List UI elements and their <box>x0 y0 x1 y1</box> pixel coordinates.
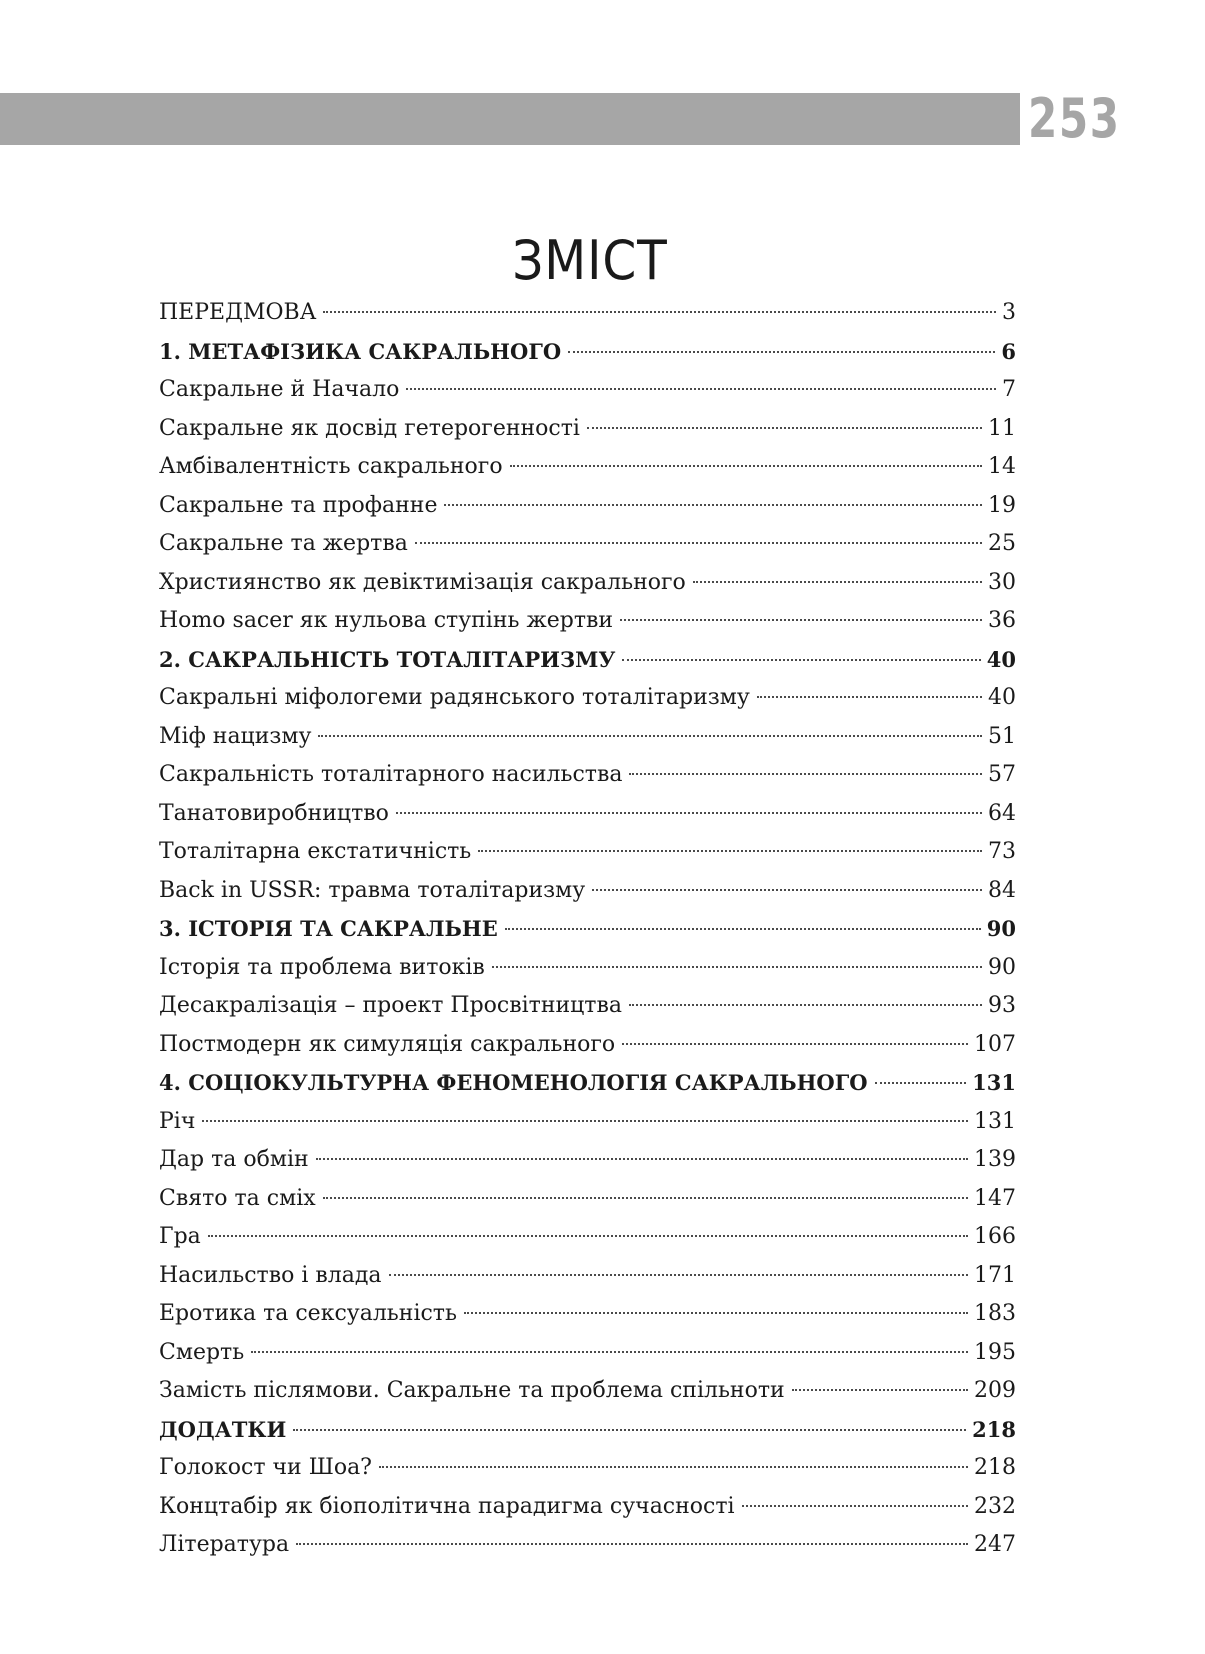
toc-entry-page: 166 <box>974 1224 1016 1249</box>
toc-entry <box>159 756 1016 795</box>
page-title: ЗМІСТ <box>512 229 668 293</box>
toc-entry-page: 218 <box>972 1416 1016 1442</box>
toc-entry-label: Свято та сміх <box>159 1185 316 1211</box>
dot-leader <box>510 465 982 467</box>
toc-entry-label: Насильство і влада <box>159 1262 382 1288</box>
dot-leader <box>444 504 982 506</box>
toc-entry-label: 4. СОЦІОКУЛЬТУРНА ФЕНОМЕНОЛОГІЯ САКРАЛЬНОГО <box>159 1070 868 1095</box>
toc-entry-label: Дар та обмін <box>159 1147 309 1172</box>
toc-entry <box>159 602 1016 641</box>
toc-entry-page: 7 <box>1002 377 1016 402</box>
toc-entry-label: Історія та проблема витоків <box>159 954 485 980</box>
dot-leader <box>875 1082 967 1084</box>
toc-entry-page: 30 <box>988 569 1016 595</box>
header-bar <box>0 93 1020 145</box>
toc-section-heading <box>159 1064 1016 1103</box>
page-number: 253 <box>1028 87 1121 150</box>
toc-entry-label: Танатовиробництво <box>159 800 389 826</box>
toc-entry-page: 90 <box>986 916 1016 941</box>
toc-entry-label: Сакральне та профанне <box>159 492 438 518</box>
dot-leader <box>693 581 982 583</box>
dot-leader <box>492 966 982 968</box>
toc-entry-page: 19 <box>988 492 1016 518</box>
toc-entry-label: Сакральне й Начало <box>159 377 400 402</box>
toc-entry-page: 171 <box>974 1262 1016 1288</box>
toc-entry <box>159 1103 1016 1142</box>
toc-entry-label: 3. ІСТОРІЯ ТА САКРАЛЬНЕ <box>159 916 498 941</box>
toc-entry-page: 51 <box>988 723 1016 749</box>
toc-entry-label: Сакральні міфологеми радянського тоталітаризму <box>159 685 750 710</box>
toc-entry <box>159 1026 1016 1065</box>
dot-leader <box>505 928 981 930</box>
toc-entry <box>159 1488 1016 1527</box>
toc-entry <box>159 949 1016 988</box>
dot-leader <box>478 850 982 852</box>
dot-leader <box>415 542 982 544</box>
dot-leader <box>620 619 982 621</box>
dot-leader <box>323 311 996 313</box>
dot-leader <box>587 427 982 429</box>
dot-leader <box>323 1197 968 1199</box>
toc-entry-page: 218 <box>974 1455 1016 1480</box>
toc-entry-label: Міф нацизму <box>159 723 312 749</box>
toc-entry-label: Сакральне як досвід гетерогенності <box>159 415 580 441</box>
toc-entry-label: Back in USSR: травма тоталітаризму <box>159 877 586 903</box>
toc-entry-label: Замість післямови. Сакральне та проблема спільноти <box>159 1378 785 1403</box>
toc-entry <box>159 448 1016 487</box>
dot-leader <box>464 1312 968 1314</box>
toc-entry-page: 232 <box>974 1493 1016 1519</box>
toc-entry-page: 131 <box>974 1108 1016 1134</box>
dot-leader <box>406 388 996 390</box>
dot-leader <box>318 735 982 737</box>
toc-entry <box>159 872 1016 911</box>
toc-entry-page: 209 <box>974 1378 1016 1403</box>
toc-entry-label: Смерть <box>159 1339 245 1365</box>
toc-entry-page: 90 <box>988 954 1016 980</box>
toc-entry-page: 57 <box>988 762 1016 787</box>
toc-entry-page: 84 <box>988 877 1016 903</box>
toc-entry-page: 93 <box>988 993 1016 1018</box>
toc-entry <box>159 1372 1016 1411</box>
toc-section-heading <box>159 333 1016 372</box>
dot-leader <box>757 696 982 698</box>
toc-entry-label: Еротика та сексуальність <box>159 1301 457 1326</box>
toc-entry <box>159 1526 1016 1565</box>
dot-leader <box>622 1043 968 1045</box>
toc-entry-page: 36 <box>988 608 1016 633</box>
toc-entry <box>159 1141 1016 1180</box>
toc-entry-label: 1. МЕТАФІЗИКА САКРАЛЬНОГО <box>159 338 562 364</box>
dot-leader <box>208 1235 968 1237</box>
dot-leader <box>396 812 982 814</box>
toc-entry-page: 40 <box>988 685 1016 710</box>
toc-entry-page: 11 <box>988 415 1016 441</box>
toc-entry <box>159 833 1016 872</box>
toc-entry-label: Концтабір як біополітична парадигма сучасності <box>159 1493 735 1519</box>
toc-entry-page: 195 <box>974 1339 1016 1365</box>
dot-leader <box>629 1004 982 1006</box>
toc-entry <box>159 410 1016 449</box>
dot-leader <box>622 659 980 661</box>
toc-entry <box>159 371 1016 410</box>
toc-entry-page: 14 <box>988 454 1016 479</box>
toc-entry-page: 147 <box>974 1185 1016 1211</box>
toc-entry-label: Голокост чи Шоа? <box>159 1455 372 1480</box>
toc-entry <box>159 679 1016 718</box>
toc-entry-label: 2. САКРАЛЬНІСТЬ ТОТАЛІТАРИЗМУ <box>159 646 616 672</box>
toc-entry <box>159 1257 1016 1296</box>
toc-entry-page: 247 <box>974 1532 1016 1557</box>
toc-section-heading <box>159 1411 1016 1450</box>
toc-entry-label: Десакралізація – проект Просвітництва <box>159 993 622 1018</box>
toc-entry <box>159 795 1016 834</box>
toc-entry-label: Сакральне та жертва <box>159 531 408 556</box>
dot-leader <box>742 1505 968 1507</box>
toc-entry-label: Сакральність тоталітарного насильства <box>159 762 623 787</box>
toc-entry-page: 40 <box>986 646 1016 672</box>
toc-entry <box>159 1334 1016 1373</box>
dot-leader <box>251 1351 968 1353</box>
dot-leader <box>629 773 982 775</box>
dot-leader <box>592 889 982 891</box>
toc-section-heading <box>159 910 1016 949</box>
toc-entry-label: Гра <box>159 1224 201 1249</box>
toc-section-heading <box>159 641 1016 680</box>
toc-entry-label: Амбівалентність сакрального <box>159 454 503 479</box>
toc-entry-label: Християнство як девіктимізація сакрального <box>159 569 686 595</box>
dot-leader <box>389 1274 968 1276</box>
toc-entry <box>159 525 1016 564</box>
dot-leader <box>568 351 995 353</box>
toc-entry <box>159 1449 1016 1488</box>
toc-entry-page: 6 <box>1001 338 1016 364</box>
toc-entry-label: Постмодерн як симуляція сакрального <box>159 1031 616 1057</box>
toc-entry-label: Річ <box>159 1108 196 1134</box>
toc-entry <box>159 987 1016 1026</box>
dot-leader <box>296 1543 968 1545</box>
toc-entry <box>159 564 1016 603</box>
toc-entry-label: Тоталітарна екстатичність <box>159 839 472 864</box>
toc-entry-page: 73 <box>988 839 1016 864</box>
toc-entry-page: 139 <box>974 1147 1016 1172</box>
toc-entry <box>159 1295 1016 1334</box>
toc-entry-label: ПЕРЕДМОВА <box>159 300 317 325</box>
toc-entry-label: Homo sacer як нульова ступінь жертви <box>159 608 614 633</box>
table-of-contents <box>159 294 1016 1565</box>
toc-entry-label: ДОДАТКИ <box>159 1416 287 1442</box>
toc-entry-label: Література <box>159 1532 290 1557</box>
toc-entry-page: 25 <box>988 531 1016 556</box>
dot-leader <box>316 1158 968 1160</box>
toc-entry <box>159 1218 1016 1257</box>
toc-entry-page: 183 <box>974 1301 1016 1326</box>
toc-entry-page: 64 <box>988 800 1016 826</box>
toc-entry-page: 107 <box>974 1031 1016 1057</box>
toc-entry-page: 131 <box>972 1070 1016 1095</box>
dot-leader <box>792 1389 968 1391</box>
toc-entry <box>159 1180 1016 1219</box>
toc-entry <box>159 718 1016 757</box>
toc-entry <box>159 487 1016 526</box>
toc-entry <box>159 294 1016 333</box>
dot-leader <box>293 1429 966 1431</box>
dot-leader <box>202 1120 968 1122</box>
dot-leader <box>379 1466 968 1468</box>
toc-entry-page: 3 <box>1002 300 1016 325</box>
